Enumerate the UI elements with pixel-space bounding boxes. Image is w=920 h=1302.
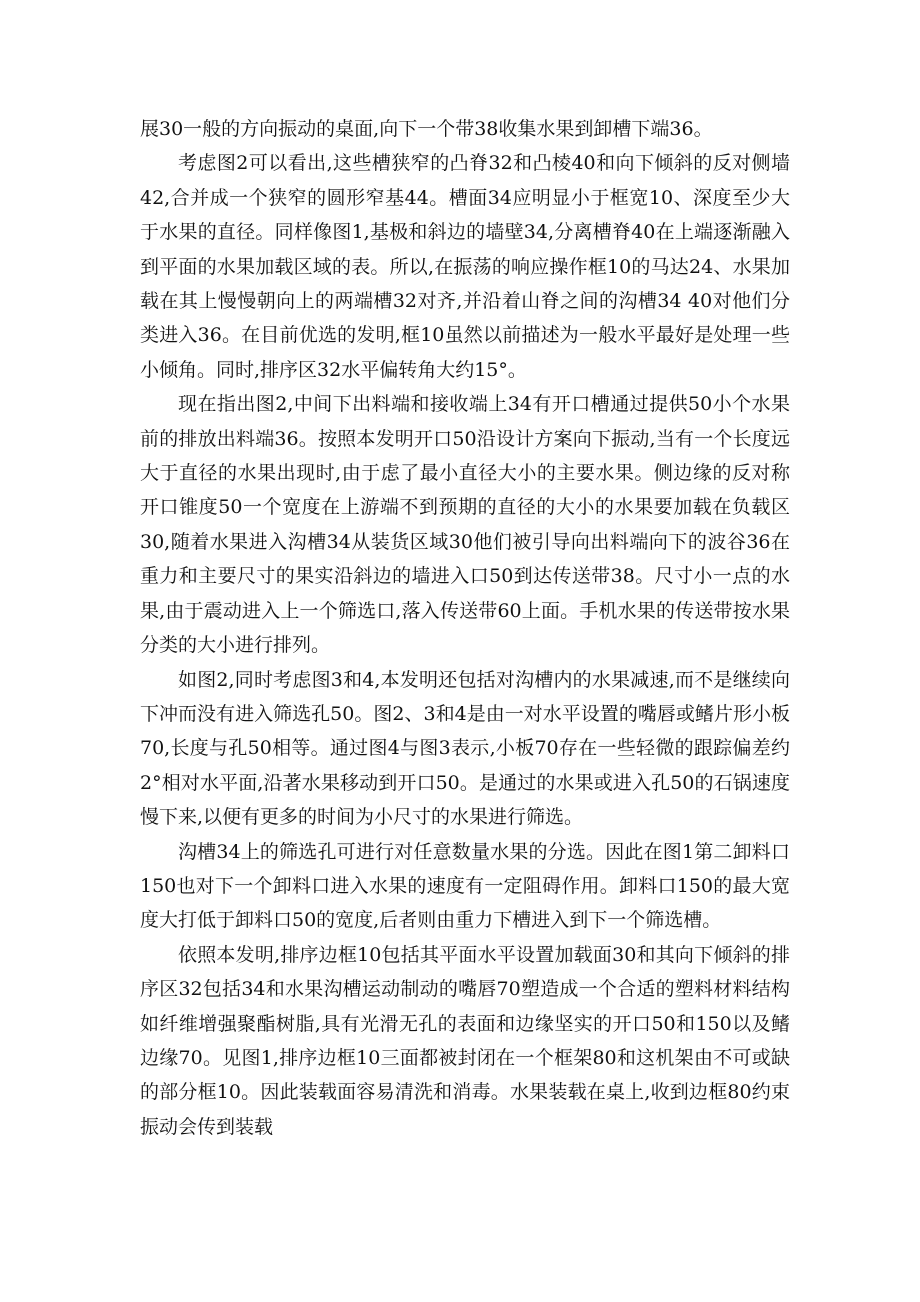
paragraph: 展30一般的方向振动的桌面,向下一个带38收集水果到卸槽下端36。 <box>140 118 713 140</box>
paragraph: 现在指出图2,中间下出料端和接收端上34有开口槽通过提供50小个水果前的排放出料端36。按照本发明开口50沿设计方案向下振动,当有一个长度远大于直径的水果出现时,由于虑了最小直径大小的主要水果。侧边缘的反对称开口锥度50一个宽度在上游端不到预期的直径的大小的水果要加载在负载区30,随着水果进入沟槽34从装货区域30他们被引导向出料端向下的波谷36在重力和主要尺寸的果实沿斜边的墙进入口50到达传送带38。尺寸小一点的水果,由于震动进入上一个筛选口,落入传送带60上面。手机水果的传送带按水果分类的大小进行排列。 <box>140 393 790 657</box>
paragraph: 依照本发明,排序边框10包括其平面水平设置加载面30和其向下倾斜的排序区32包括34和水果沟槽运动制动的嘴唇70塑造成一个合适的塑料材料结构如纤维增强聚酯树脂,具有光滑无孔的表面和边缘坚实的开口50和150以及鳍边缘70。见图1,排序边框10三面都被封闭在一个框架80和这机架由不可或缺的部分框10。因此装载面容易清洗和消毒。水果装载在桌上,收到边框80约束振动会传到装载 <box>140 943 790 1138</box>
paragraph: 考虑图2可以看出,这些槽狭窄的凸脊32和凸棱40和向下倾斜的反对侧墙42,合并成一个狭窄的圆形窄基44。槽面34应明显小于框宽10、深度至少大于水果的直径。同样像图1,基极和斜边的墙壁34,分离槽脊40在上端逐渐融入到平面的水果加载区域的表。所以,在振荡的响应操作框10的马达24、水果加载在其上慢慢朝向上的两端槽32对齐,并沿着山脊之间的沟槽34 40对他们分类进入36。在目前优选的发明,框10虽然以前描述为一般水平最好是处理一些小倾角。同时,排序区32水平偏转角大约15°。 <box>140 152 790 381</box>
paragraph: 沟槽34上的筛选孔可进行对任意数量水果的分选。因此在图1第二卸料口150也对下一个卸料口进入水果的速度有一定阻碍作用。卸料口150的最大宽度大打低于卸料口50的宽度,后者则由重力下槽进入到下一个筛选槽。 <box>140 840 790 932</box>
document-body <box>140 112 790 1144</box>
paragraph: 如图2,同时考虑图3和4,本发明还包括对沟槽内的水果减速,而不是继续向下冲而没有进入筛选孔50。图2、3和4是由一对水平设置的嘴唇或鳍片形小板70,长度与孔50相等。通过图4与图3表示,小板70存在一些轻微的跟踪偏差约2°相对水平面,沿著水果移动到开口50。是通过的水果或进入孔50的石锅速度慢下来,以便有更多的时间为小尺寸的水果进行筛选。 <box>140 668 790 829</box>
